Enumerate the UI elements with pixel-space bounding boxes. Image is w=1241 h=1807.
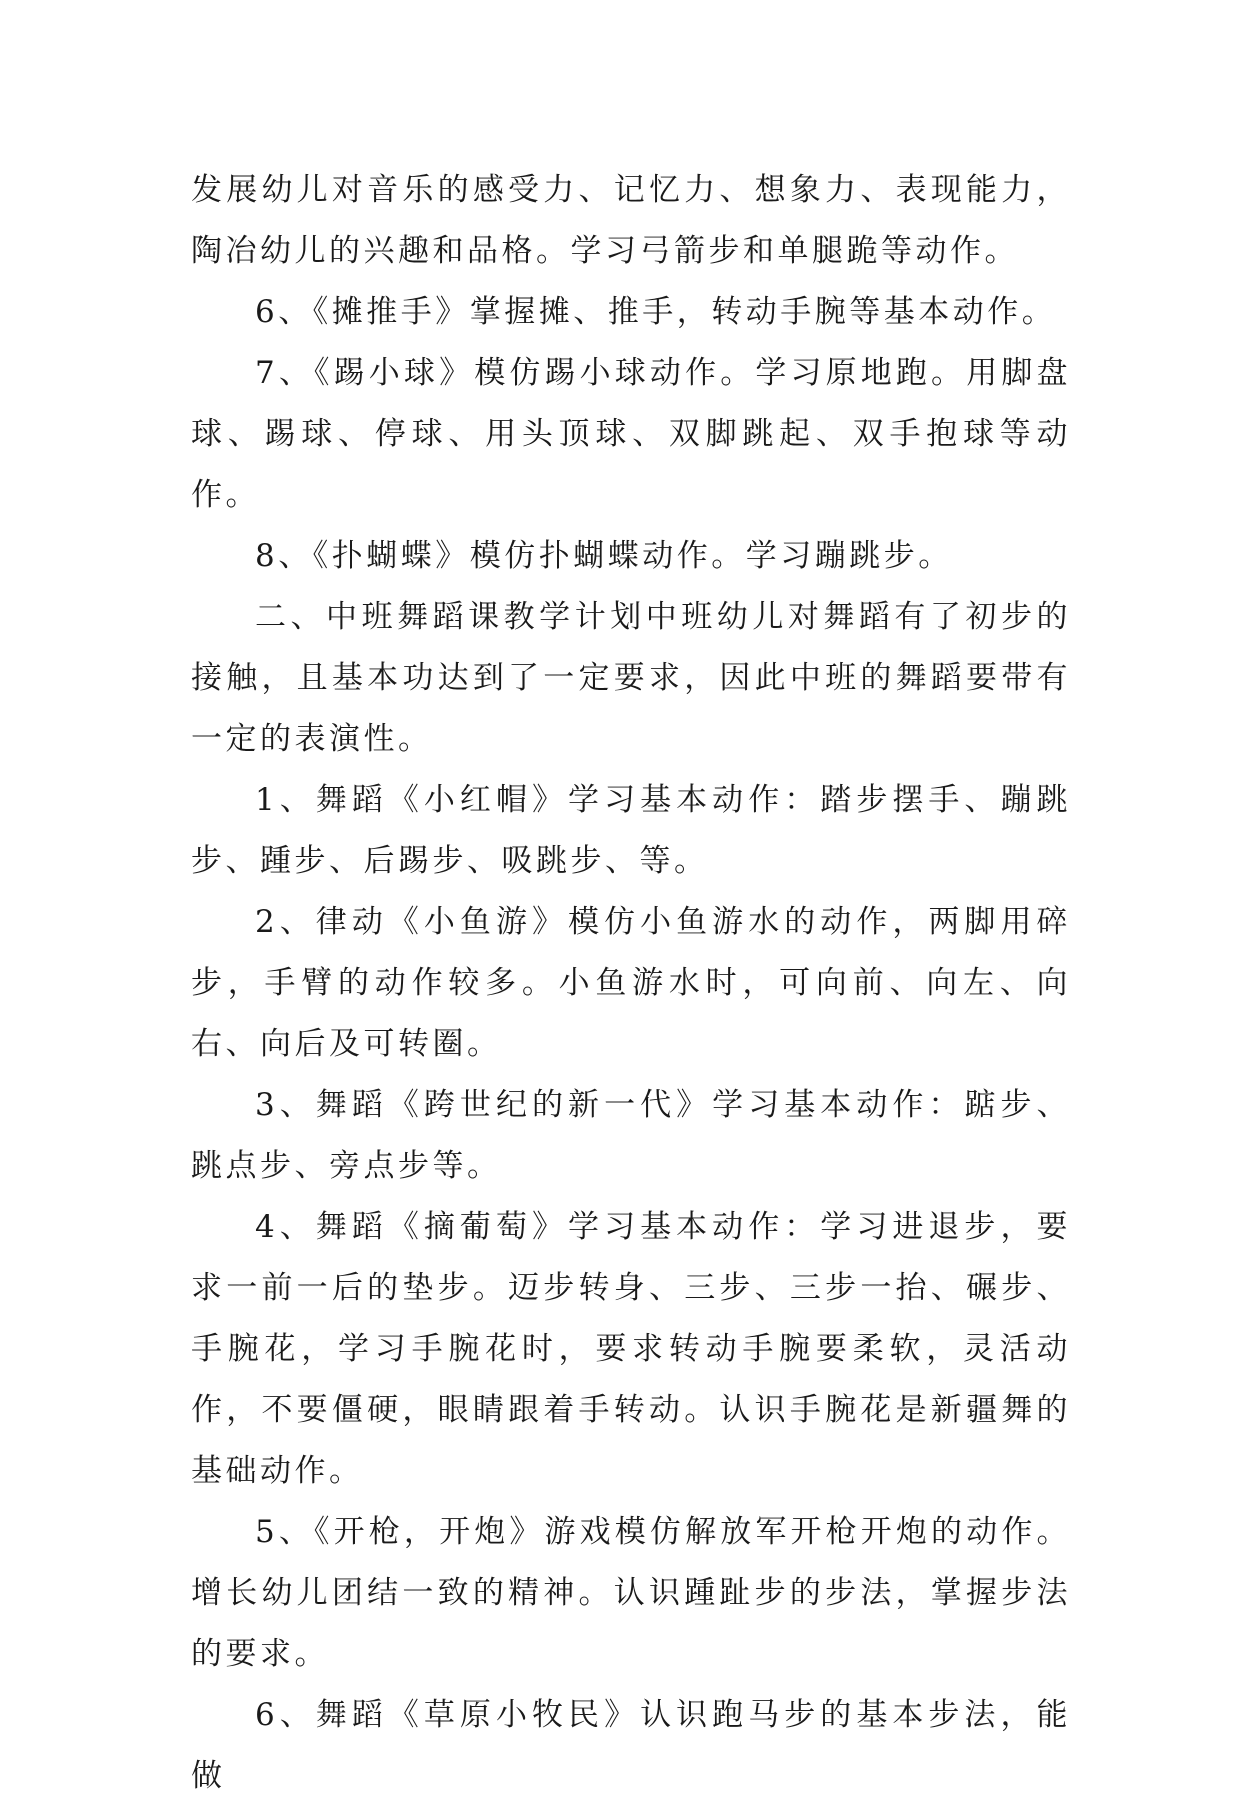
paragraph-item-7-tixiaoqiu: 7、《踢小球》模仿踢小球动作。学习原地跑。用脚盘球、踢球、停球、用头顶球、双脚跳起、双手抱球等动作。 [191,355,1071,513]
paragraph-mid-item-6: 6、舞蹈《草原小牧民》认识跑马步的基本步法，能做 [191,1697,1071,1794]
paragraph-item-6-tanshuishou: 6、《摊推手》掌握摊、推手，转动手腕等基本动作。 [255,294,1057,330]
paragraph-mid-item-5: 5、《开枪，开炮》游戏模仿解放军开枪开炮的动作。增长幼儿团结一致的精神。认识踵趾步的步法，掌握步法的要求。 [191,1514,1071,1672]
paragraph-mid-item-3: 3、舞蹈《跨世纪的新一代》学习基本动作：踮步、跳点步、旁点步等。 [191,1087,1071,1184]
paragraph-section-2-heading: 二、中班舞蹈课教学计划中班幼儿对舞蹈有了初步的接触，且基本功达到了一定要求，因此中班的舞蹈要带有一定的表演性。 [191,599,1071,757]
paragraph-mid-item-2: 2、律动《小鱼游》模仿小鱼游水的动作，两脚用碎步，手臂的动作较多。小鱼游水时，可向前、向左、向右、向后及可转圈。 [191,904,1071,1062]
paragraph-mid-item-4: 4、舞蹈《摘葡萄》学习基本动作：学习进退步，要求一前一后的垫步。迈步转身、三步、三步一抬、碾步、手腕花，学习手腕花时，要求转动手腕要柔软，灵活动作，不要僵硬，眼睛跟着手转动。认识手腕花是新疆舞的基础动作。 [191,1209,1071,1489]
paragraph-continuation: 发展幼儿对音乐的感受力、记忆力、想象力、表现能力，陶冶幼儿的兴趣和品格。学习弓箭步和单腿跪等动作。 [191,172,1071,269]
document-body [191,160,1071,1807]
paragraph-mid-item-1: 1、舞蹈《小红帽》学习基本动作：踏步摆手、蹦跳步、踵步、后踢步、吸跳步、等。 [191,782,1071,879]
paragraph-item-8-puhudie: 8、《扑蝴蝶》模仿扑蝴蝶动作。学习蹦跳步。 [255,538,953,574]
